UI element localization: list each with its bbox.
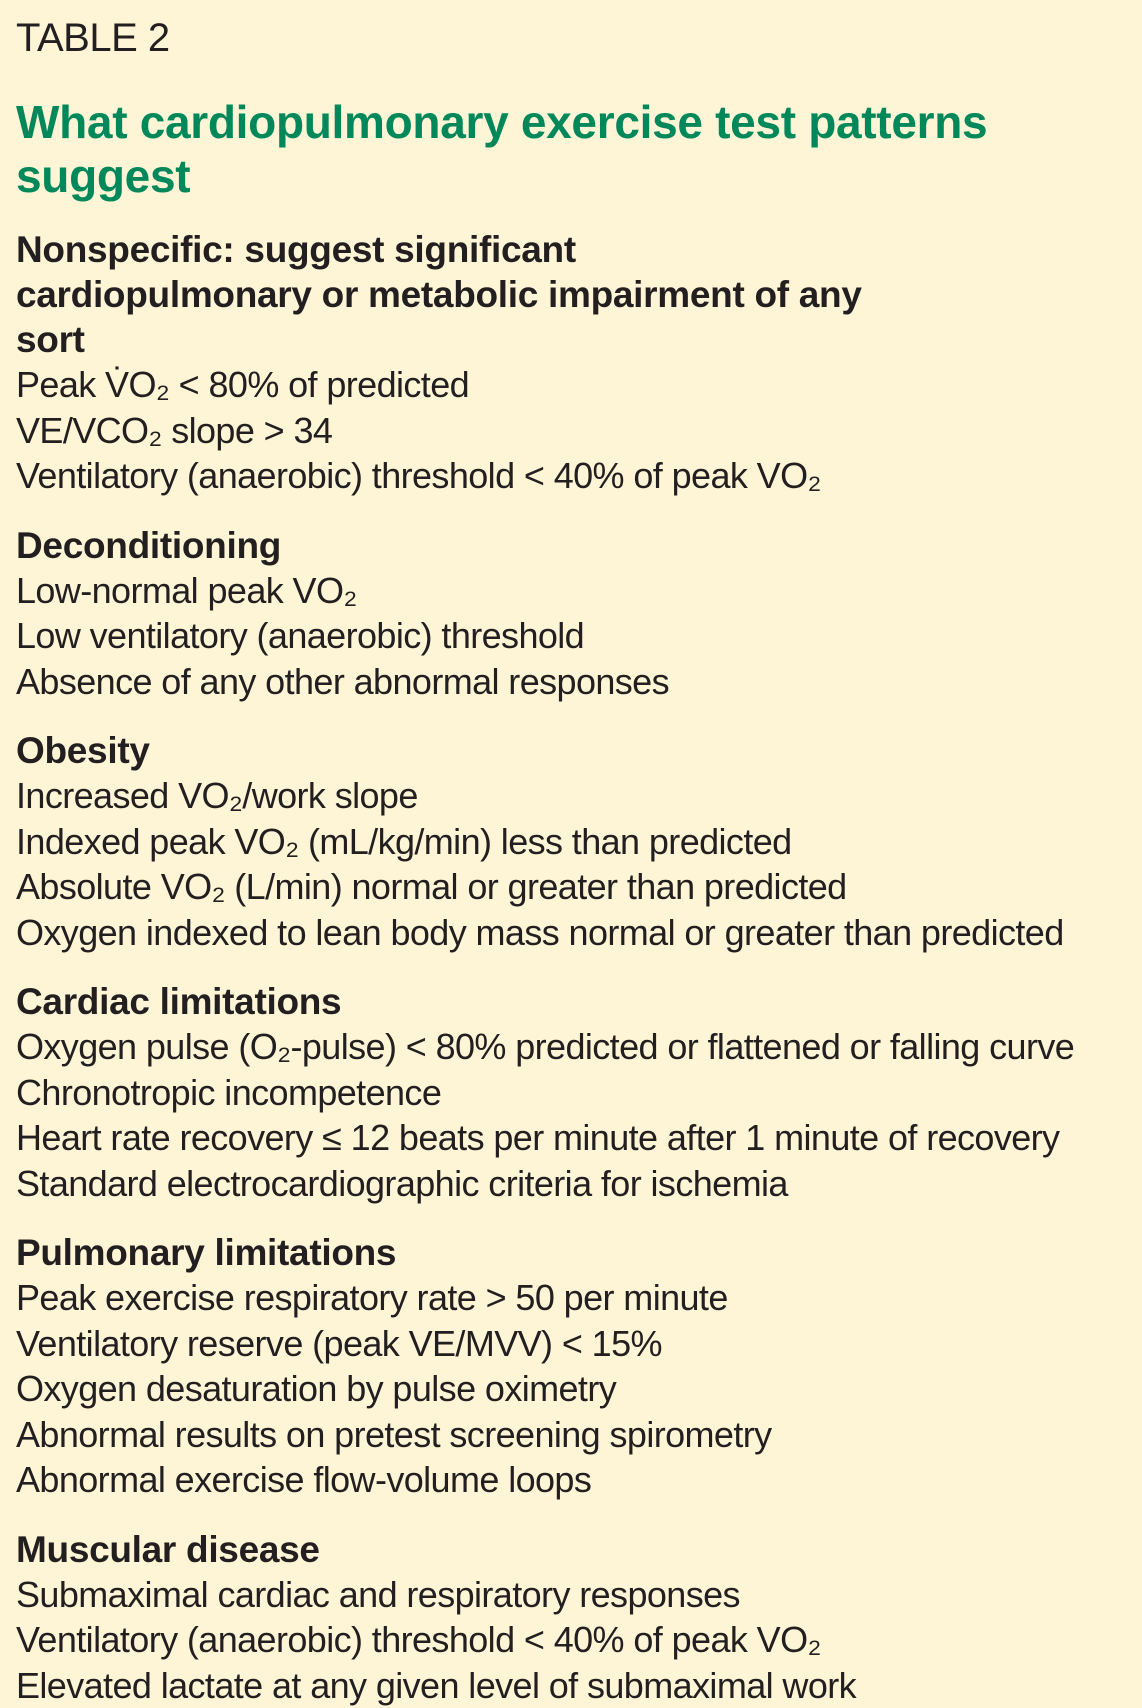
- section-heading: Nonspecific: suggest significant cardiopulmonary or metabolic impairment of any sort: [16, 227, 876, 362]
- list-item: Absence of any other abnormal responses: [16, 659, 1126, 705]
- section-nonspecific: [16, 227, 1126, 499]
- item-list: [16, 1024, 1126, 1206]
- list-item: VE/VCO₂ slope > 34: [16, 408, 1126, 454]
- section-cardiac-limitations: [16, 979, 1126, 1206]
- section-muscular-disease: [16, 1527, 1126, 1708]
- section-deconditioning: [16, 523, 1126, 705]
- section-heading: Deconditioning: [16, 523, 1126, 568]
- list-item: Elevated lactate at any given level of submaximal work: [16, 1663, 1126, 1708]
- list-item: Oxygen indexed to lean body mass normal or greater than predicted: [16, 910, 1126, 956]
- section-obesity: [16, 728, 1126, 955]
- table-label: TABLE 2: [16, 14, 1126, 62]
- list-item: Low ventilatory (anaerobic) threshold: [16, 613, 1126, 659]
- list-item: Oxygen pulse (O₂-pulse) < 80% predicted or flattened or falling curve: [16, 1024, 1126, 1070]
- list-item: Submaximal cardiac and respiratory responses: [16, 1572, 1126, 1618]
- section-heading: Pulmonary limitations: [16, 1230, 1126, 1275]
- section-heading: Cardiac limitations: [16, 979, 1126, 1024]
- item-list: [16, 773, 1126, 955]
- list-item: Ventilatory (anaerobic) threshold < 40% of peak VO₂: [16, 1617, 1126, 1663]
- table-title: What cardiopulmonary exercise test patterns suggest: [16, 95, 1026, 203]
- list-item: Indexed peak VO₂ (mL/kg/min) less than predicted: [16, 819, 1126, 865]
- item-list: [16, 1275, 1126, 1503]
- item-list: [16, 568, 1126, 705]
- item-list: [16, 362, 1126, 499]
- list-item: Increased VO₂/work slope: [16, 773, 1126, 819]
- list-item: Ventilatory (anaerobic) threshold < 40% of peak VO₂: [16, 453, 1126, 499]
- list-item: Ventilatory reserve (peak VE/MVV) < 15%: [16, 1321, 1126, 1367]
- list-item: Peak exercise respiratory rate > 50 per minute: [16, 1275, 1126, 1321]
- list-item: Low-normal peak VO₂: [16, 568, 1126, 614]
- section-heading: Muscular disease: [16, 1527, 1126, 1572]
- section-heading: Obesity: [16, 728, 1126, 773]
- list-item: Heart rate recovery ≤ 12 beats per minute after 1 minute of recovery: [16, 1115, 1126, 1161]
- list-item: Peak V̇O₂ < 80% of predicted: [16, 362, 1126, 408]
- list-item: Abnormal exercise flow-volume loops: [16, 1457, 1126, 1503]
- list-item: Oxygen desaturation by pulse oximetry: [16, 1366, 1126, 1412]
- list-item: Abnormal results on pretest screening spirometry: [16, 1412, 1126, 1458]
- list-item: Standard electrocardiographic criteria for ischemia: [16, 1161, 1126, 1207]
- list-item: Absolute VO₂ (L/min) normal or greater than predicted: [16, 864, 1126, 910]
- section-pulmonary-limitations: [16, 1230, 1126, 1503]
- item-list: [16, 1572, 1126, 1708]
- list-item: Chronotropic incompetence: [16, 1070, 1126, 1116]
